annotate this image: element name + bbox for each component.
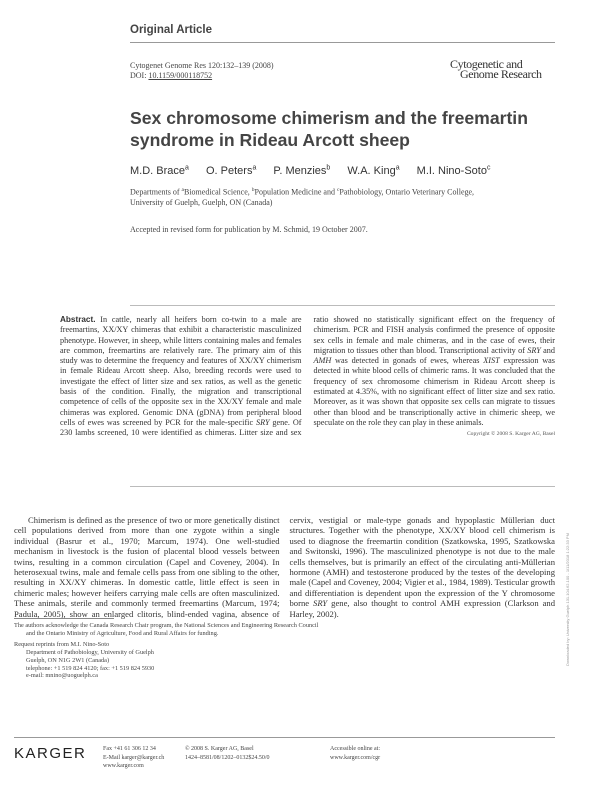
doi-link[interactable]: 10.1159/000118752 — [148, 71, 213, 80]
section-label: Original Article — [130, 24, 213, 36]
author-list — [130, 164, 570, 177]
abstract-label: Abstract. — [60, 315, 96, 324]
journal-citation — [130, 61, 390, 81]
author: O. Peters$^a$ — [205, 164, 257, 177]
online-access: Accessible online at: www.karger.com/cgr — [330, 746, 381, 761]
acknowledgement: The authors acknowledge the Canada Research Chair program, the National Sciences and Engineering Research Council and the Ontario Ministry of Agriculture, Food and Rural Affairs for funding. — [14, 622, 319, 637]
author: M.D. Brace$^a$ — [130, 164, 189, 177]
download-watermark: Downloaded by: University Guelph 131.104.62.100 - 1/11/2018 1:22:33 PM — [565, 533, 570, 666]
author: P. Menzies$^b$ — [273, 164, 331, 177]
footnote-rule — [14, 618, 114, 619]
abstract: Abstract. In cattle, nearly all heifers born co-twin to a male are freemartins, XX/XY chimeras that exhibit a characteristic masculinized phenotype. However, in sheep, while litters containing males and females are common, freemartins are relatively rare. The primary aim of this study was to determine the frequency and features of XX/XY chimerism in female Rideau Arcott sheep. Also, breeding records were used to investigate the effect of litter size and sex ratios, as well as the genetic basis of the condition. Finally, the migration and transcriptional competence of cells of the opposite sex in the XX/XY female and male chimeras was explored. Genomic DNA (gDNA) from peripheral blood cells of ewes was screened by PCR for the male-specific SRY gene. Of 230 lambs screened, 10 were identified as chimeras. Litter size and sex ratio showed no statistically significant effect on the frequency of chimerism. PCR and FISH analysis confirmed the presence of opposite sex cells in female and male chimeras, and in the case of ewes, their migration to tissues other than blood. Transcriptional activity of SRY and AMH was detected in gonads of ewes, whereas XIST expression was detected in white blood cells of chimeric rams. It was concluded that the frequency of sex chromosome chimerism in Rideau Arcott sheep is estimated at 4.35%, with no significant effect of litter size and sex ratio. Moreover, as it was shown that opposite sex cells can migrate to tissues other than blood and be transcriptionally active in chimeric sheep, we speculate on the role they can play in these animals. Copyright © 2008 S. Karger AG, Basel — [60, 315, 555, 483]
abstract-top-rule — [130, 305, 555, 306]
journal-logo-line1: Cytogenetic and — [450, 57, 523, 71]
publisher-contact: Fax +41 61 306 12 34 E-Mail karger@karger.ch www.karger.com — [103, 746, 165, 769]
abstract-copyright: Copyright © 2008 S. Karger AG, Basel — [466, 431, 555, 438]
author: M.I. Nino-Soto$^c$ — [416, 164, 491, 177]
doi-label: DOI: — [130, 71, 147, 80]
publisher-copyright: © 2008 S. Karger AG, Basel 1424–8581/08/1202–0132$24.50/0 — [185, 746, 270, 761]
affiliations: Departments of $^a$Biomedical Science, $^b$Population Medicine and $^c$Pathobiology, Ontario Veterinary College, University of Guelph, Guelph, ON (Canada) — [130, 187, 475, 208]
abstract-bottom-rule — [130, 486, 555, 487]
article-title: Sex chromosome chimerism and the freemartin syndrome in Rideau Arcott sheep — [130, 108, 528, 150]
footnotes — [14, 622, 319, 680]
body-paragraph: Chimerism is defined as the presence of two or more genetically distinct cell populations derived from more than one zygote within a single individual (Basrur et al., 1970; Marcum, 1974). One well-studied mechanism in livestock is the fusion of placental blood vessels between twins, resulting in a common circulation (Capel and Coveney, 2004). In heterosexual twins, male and female cells pass from one sibling to the other, resulting in XX/XY chimeras. In domestic cattle, little effect is seen in chimeric males; however heifers carrying male cells are often masculinized. These animals, sterile and commonly termed freemartins (Marcum, 1974; Padula, 2005), show an enlarged clitoris, blind-ended vagina, absence of cervix, vestigial or male-type gonads and hypoplastic Müllerian duct structures. Together with the phenotype, XX/XY blood cell chimerism is used to diagnose the freemartin condition (Szatkowska, 1995, Szatkowska and Switonski, 1996). The masculinized phenotype is not due to the male cells themselves, but is primarily an effect of the circulating anti-Müllerian hormone (AMH) and testosterone produced by the testes of the developing male (Capel and Coveney, 2004; Vigier et al., 1984, 1989). Testicular growth and differentiation is dependent upon the expression of the Y chromosome borne SRY gene, also thought to control AMH expression (Clarkson and Harley, 2002). — [14, 515, 555, 619]
accepted-note: Accepted in revised form for publication by M. Schmid, 19 October 2007. — [130, 225, 368, 234]
journal-logo-line2: Genome Research — [460, 67, 542, 81]
header-rule — [130, 42, 555, 43]
karger-logo: KARGER — [14, 745, 87, 762]
author: W.A. King$^a$ — [347, 164, 400, 177]
reprint-request: Request reprints from M.I. Nino-Soto Department of Pathobiology, University of Guelph Guelph, ON N1G 2W1 (Canada) telephone: +1 519 824 4120; fax: +1 519 824 5930 e-mail: mnino@uoguelph.ca — [14, 640, 155, 680]
journal-volume-line: Cytogenet Genome Res 120:132–139 (2008) — [130, 61, 274, 70]
journal-logo — [450, 59, 560, 79]
doi-line — [130, 71, 390, 81]
footer-rule — [14, 737, 555, 738]
